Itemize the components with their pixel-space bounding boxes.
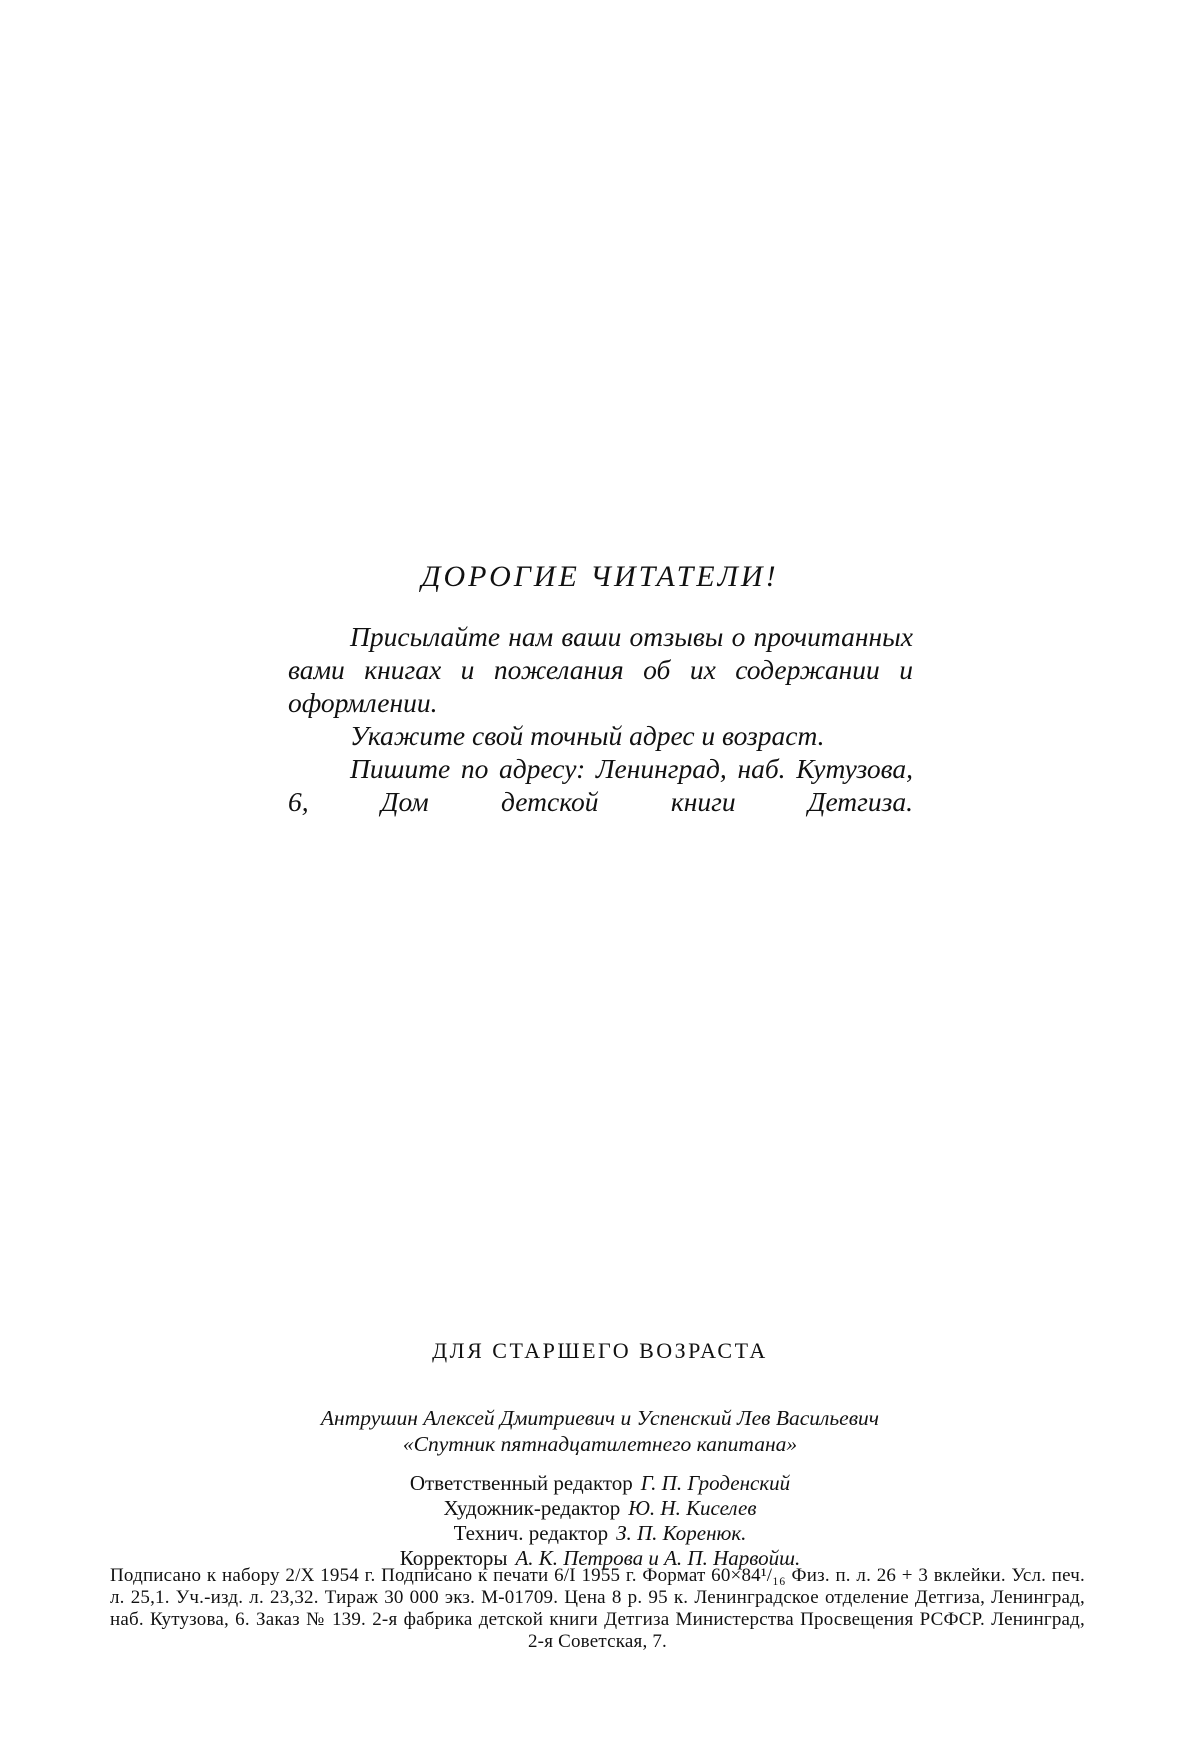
imprint-details: Подписано к набору 2/X 1954 г. Подписано к печати 6/I 1955 г. Формат 60×84¹/₁₆ Физ. п. л. 26 + 3 вклейки. Усл. печ. л. 25,1. Уч.-изд. л. 23,32. Тираж 30 000 экз. М-01709. Цена 8 р. 95 к. Ленинградское отделение Детгиза, Ленинград, наб. Кутузова, 6. Заказ № 139. 2-я фабрика детской книги Детгиза Министерства Просвещения РСФСР. Ленинград, 2-я Советская, 7. (110, 1565, 1085, 1652)
editor-role: Ответственный редактор (409, 1471, 633, 1495)
editors-list (0, 1471, 1200, 1571)
editor-line (0, 1496, 1200, 1521)
editor-name: А. К. Петрова и А. П. Нарвойш. (515, 1546, 801, 1570)
authors-line: Антрушин Алексей Дмитриевич и Успенский Лев Васильевич (320, 1406, 880, 1430)
editor-name: Г. П. Гроденский (640, 1471, 791, 1495)
editor-line (0, 1471, 1200, 1496)
editor-name: Ю. Н. Киселев (628, 1496, 757, 1520)
editor-role: Корректоры (399, 1546, 508, 1570)
editor-role: Художник-редактор (443, 1496, 621, 1520)
book-title: «Спутник пятнадцатилетнего капитана» (402, 1432, 798, 1456)
audience-label: ДЛЯ СТАРШЕГО ВОЗРАСТА (432, 1338, 768, 1363)
appeal-paragraph-mailing-address: Пишите по адресу: Ленинград, наб. Кутузова, 6, Дом детской книги Детгиза. (288, 753, 913, 817)
appeal-paragraph-request: Присылайте нам ваши отзывы о прочитанных вами книгах и пожелания об их содержании и оформлении. (288, 621, 913, 718)
editor-name: З. П. Коренюк. (616, 1521, 747, 1545)
appeal-body (288, 620, 913, 818)
editor-role: Технич. редактор (453, 1521, 609, 1545)
editor-line (0, 1521, 1200, 1546)
appeal-heading: ДОРОГИЕ ЧИТАТЕЛИ! (421, 560, 779, 593)
appeal-paragraph-address-age: Укажите свой точный адрес и возраст. (350, 720, 825, 751)
book-credits (0, 1405, 1200, 1457)
